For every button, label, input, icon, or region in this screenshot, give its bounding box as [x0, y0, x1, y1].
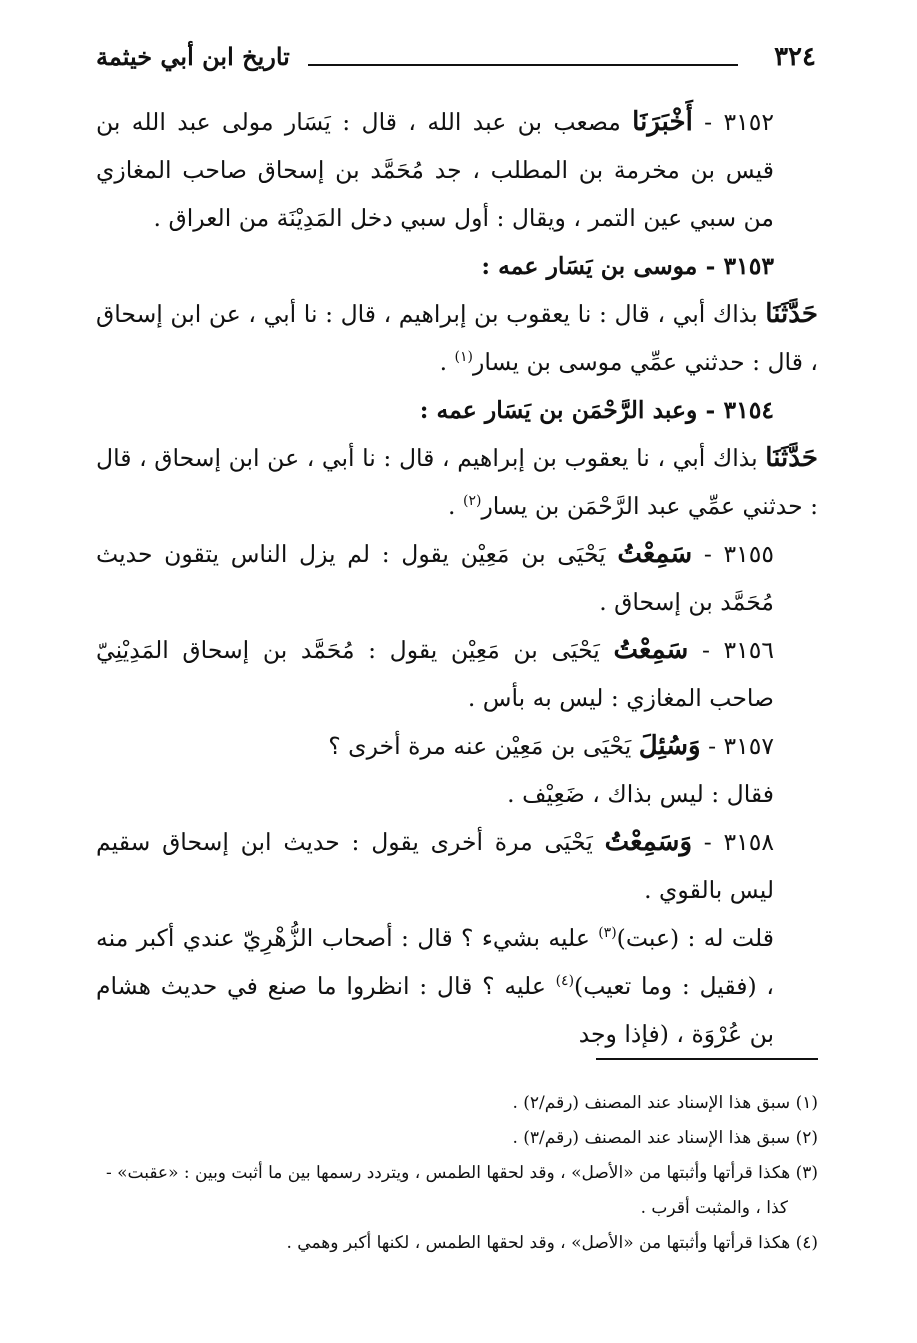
footnote-ref: (٢): [462, 493, 482, 510]
paragraph-text: يَحْيَى بن مَعِيْن يقول : مُحَمَّد بن إسحاق المَدِيْنِيّ صاحب المغازي : ليس به بأس .: [96, 636, 774, 712]
footnote-3-continued: كذا ، والمثبت أقرب .: [640, 1198, 788, 1218]
hadith-number: ٣١٥٧ -: [700, 732, 774, 760]
paragraph-end: .: [448, 492, 463, 520]
paragraph-text: مصعب بن عبد الله ، قال : يَسَار مولى عبد الله بن قيس بن مخرمة بن المطلب ، جد مُحَمَّد بن إسحاق صاحب المغازي من سبي عين التمر ، ويقال : أول سبي دخل المَدِيْنَة من العراق .: [96, 108, 774, 232]
paragraph-3158: [96, 818, 818, 914]
footnote-ref: (٤): [555, 973, 575, 990]
paragraph-text: عليه بشيء ؟ قال : أصحاب الزُّهْرِيّ عندي أكبر منه ، (فقيل : وما تعيب): [96, 924, 774, 1000]
footnote-ref: (٣): [598, 925, 617, 942]
footnote-1: (١) سبق هذا الإسناد عند المصنف (رقم/٢) .: [512, 1093, 818, 1113]
paragraph-answer: فقال : ليس بذاك ، ضَعِيْف .: [507, 780, 774, 808]
main-text: [96, 98, 818, 1058]
page-number: ٣٢٤: [774, 42, 816, 72]
footnote-separator: [596, 1058, 818, 1060]
section-title-3153: ٣١٥٣ - موسى بن يَسَار عمه :: [481, 252, 774, 280]
paragraph-3156: [96, 626, 818, 722]
hadith-number: ٣١٥٢ -: [692, 108, 774, 136]
paragraph-text: بذاك أبي ، قال : نا يعقوب بن إبراهيم ، قال : نا أبي ، عن ابن إسحاق ، قال : حدثني عمِّي موسى بن يسار: [96, 300, 818, 376]
page-header: [96, 40, 816, 86]
narration-lead: حَدَّثَنَا: [765, 299, 818, 329]
paragraph-question: [96, 914, 818, 1058]
narration-lead: أَخْبَرَنَا: [632, 107, 693, 137]
paragraph-text: يَحْيَى بن مَعِيْن عنه مرة أخرى ؟: [328, 732, 639, 760]
paragraph-isnad-2: [96, 434, 818, 530]
header-rule: [308, 64, 738, 66]
paragraph-end: .: [439, 348, 455, 376]
paragraph-isnad-1: [96, 290, 818, 386]
footnote-4: (٤) هكذا قرأتها وأثبتها من «الأصل» ، وقد لحقها الطمس ، لكنها أكبر وهمي .: [286, 1233, 818, 1253]
paragraph-text: قلت له : (عبت): [616, 924, 775, 952]
paragraph-text: بذاك أبي ، نا يعقوب بن إبراهيم ، قال : نا أبي ، عن ابن إسحاق ، قال : حدثني عمِّي عبد الرَّحْمَن بن يسار: [96, 444, 818, 520]
footnote-ref: (١): [454, 349, 474, 366]
narration-lead: حَدَّثَنَا: [765, 443, 818, 473]
paragraph-3155: [96, 530, 818, 626]
paragraph-text: عليه ؟ قال : انظروا ما صنع في حديث هشام بن عُرْوَة ، (فإذا وجد: [96, 972, 774, 1048]
hadith-number: ٣١٥٨ -: [692, 828, 774, 856]
paragraph-3157: [96, 722, 818, 770]
footnote-3: (٣) هكذا قرأتها وأثبتها من «الأصل» ، وقد لحقها الطمس ، ويتردد رسمها بين ما أثبت وبين : «عقبت» -: [105, 1163, 818, 1183]
narration-lead: وَسَمِعْتُ: [604, 827, 693, 857]
running-title: تاريخ ابن أبي خيثمة: [96, 42, 290, 71]
paragraph-text: يَحْيَى مرة أخرى يقول : حديث ابن إسحاق سقيم ليس بالقوي .: [96, 828, 774, 904]
footnote-2: (٢) سبق هذا الإسناد عند المصنف (رقم/٣) .: [512, 1128, 818, 1148]
hadith-number: ٣١٥٦ -: [688, 636, 774, 664]
hadith-number: ٣١٥٥ -: [692, 540, 774, 568]
narration-lead: وَسُئِلَ: [638, 731, 701, 761]
section-title-3154: ٣١٥٤ - وعبد الرَّحْمَن بن يَسَار عمه :: [419, 396, 774, 424]
narration-lead: سَمِعْتُ: [613, 635, 689, 665]
narration-lead: سَمِعْتُ: [617, 539, 693, 569]
paragraph-text: يَحْيَى بن مَعِيْن يقول : لم يزل الناس يتقون حديث مُحَمَّد بن إسحاق .: [96, 540, 774, 616]
paragraph-3152: [96, 98, 818, 242]
footnotes: [96, 1086, 818, 1261]
